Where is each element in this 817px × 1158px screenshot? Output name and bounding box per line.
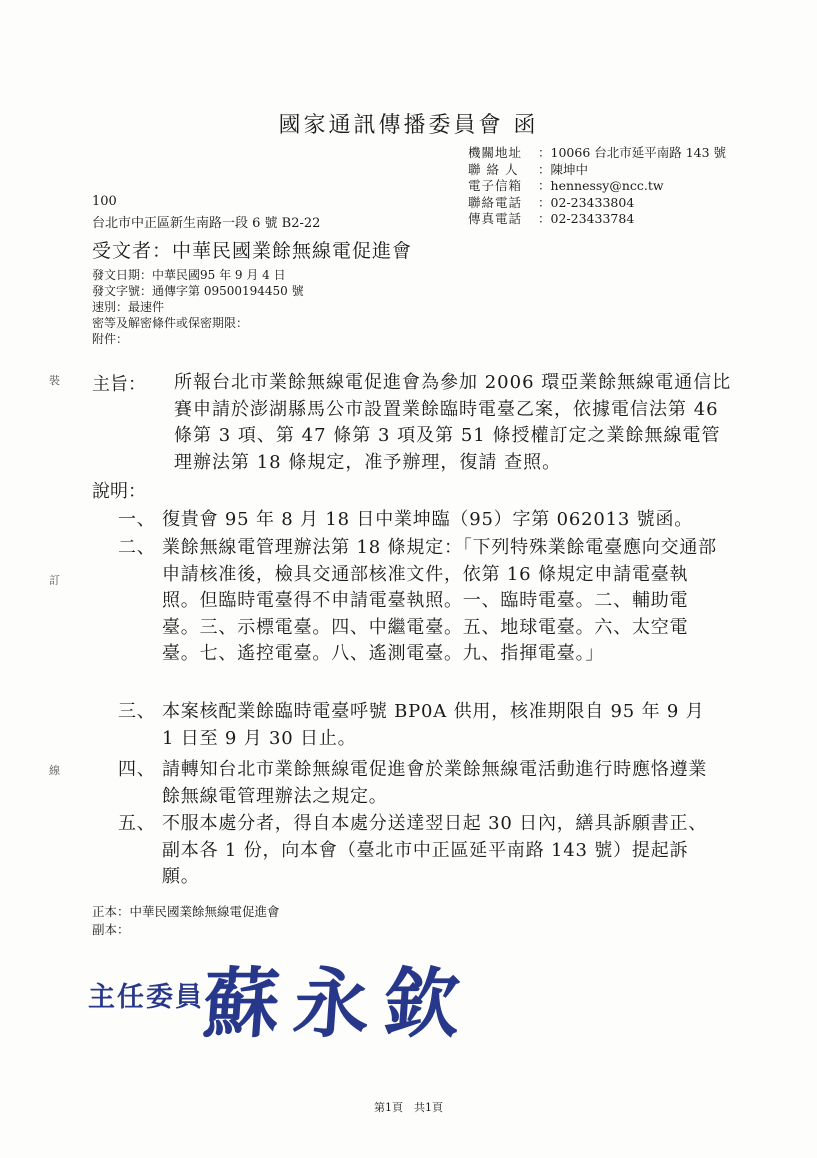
explanation-label: 說明： — [92, 481, 146, 502]
binding-mark: 線 — [49, 764, 60, 777]
original-copy: 正本：中華民國業餘無線電促進會 — [92, 904, 280, 919]
page-footer: 第1頁 共1頁 — [374, 1101, 443, 1114]
contact-row-phone: 聯絡電話 ： 02-23433804 — [468, 194, 635, 210]
priority: 速別：最速件 — [92, 300, 165, 314]
contact-row-email: 電子信箱 ： hennessy@ncc.tw — [468, 178, 664, 193]
contact-value: 10066 台北市延平南路 143 號 — [550, 145, 727, 160]
explanation-item — [118, 699, 738, 752]
contact-label: 傳真電話 — [468, 211, 523, 226]
document-meta — [92, 267, 304, 347]
document-title: 國家通訊傳播委員會 函 — [278, 113, 539, 138]
subject-text: 所報台北市業餘無線電促進會為參加 2006 環亞業餘無線電通信比賽申請於澎湖縣馬公市設置業餘臨時電臺乙案，依據電信法第 46 條第 3 項、第 47 條第 3 項及第 51 條授權訂定之業餘無線電管理辦法第 18 條規定，准予辦理，復請 查照。 — [174, 372, 732, 473]
signatory-title: 主任委員 — [88, 982, 204, 1013]
item-number: 三、 — [118, 701, 156, 722]
contact-value: 02-23433784 — [550, 211, 635, 226]
contact-label: 機關地址 — [468, 145, 523, 160]
item-text: 復貴會 95 年 8 月 18 日中業坤臨（95）字第 062013 號函。 — [162, 509, 694, 530]
contact-row-address: 機關地址 ： 10066 台北市延平南路 143 號 — [468, 145, 727, 160]
duplicate-copy: 副本： — [92, 922, 130, 937]
contact-value: 02-23433804 — [550, 194, 635, 210]
contact-value: 陳坤中 — [550, 161, 589, 177]
explanation-item — [118, 507, 738, 534]
issue-date: 發文日期：中華民國95 年 9 月 4 日 — [92, 268, 286, 282]
item-number: 五、 — [118, 813, 156, 834]
item-text: 請轉知台北市業餘無線電促進會於業餘無線電活動進行時應恪遵業餘無線電管理辦法之規定。 — [162, 759, 708, 807]
explanation-item — [118, 811, 738, 891]
item-number: 一、 — [118, 509, 156, 530]
contact-row-fax: 傳真電話 ： 02-23433784 — [468, 211, 635, 226]
contact-label: 電子信箱 — [468, 178, 523, 193]
item-number: 四、 — [118, 759, 156, 780]
item-number: 二、 — [118, 537, 156, 558]
contact-label: 聯 絡 人 — [468, 161, 519, 177]
classification: 密等及解密條件或保密期限： — [92, 316, 249, 330]
explanation-item — [118, 535, 738, 668]
contact-value: hennessy@ncc.tw — [550, 178, 664, 193]
issue-number: 發文字號：通傳字第 09500194450 號 — [92, 284, 304, 298]
recipient: 受文者：中華民國業餘無線電促進會 — [92, 240, 413, 262]
contact-row-person: 聯 絡 人 ： 陳坤中 — [468, 161, 589, 177]
attachments: 附件： — [92, 332, 129, 346]
recipient-zip: 100 — [92, 194, 117, 209]
binding-mark: 訂 — [49, 574, 60, 587]
item-text: 本案核配業餘臨時電臺呼號 BP0A 供用，核准期限自 95 年 9 月 1 日至 9 月 30 日止。 — [162, 701, 705, 749]
item-text: 不服本處分者，得自本處分送達翌日起 30 日內，繕具訴願書正、副本各 1 份，向本會（臺北市中正區延平南路 143 號）提起訴願。 — [162, 813, 708, 887]
explanation-item — [118, 757, 738, 810]
recipient-address: 台北市中正區新生南路一段 6 號 B2-22 — [92, 216, 321, 231]
binding-mark: 裝 — [49, 374, 60, 387]
subject-label: 主旨： — [92, 374, 146, 395]
contact-label: 聯絡電話 — [468, 194, 523, 210]
signatory-signature: 蘇永欽 — [200, 959, 477, 1048]
copies-block — [92, 903, 280, 939]
contact-block — [468, 145, 726, 228]
item-text: 業餘無線電管理辦法第 18 條規定：「下列特殊業餘電臺應向交通部申請核准後，檢具交通部核准文件，依第 16 條規定申請電臺執照。但臨時電臺得不申請電臺執照。一、臨時電臺。二、輔助電臺。三、示標電臺。四、中繼電臺。五、地球電臺。六、太空電臺。七、遙控電臺。八、遙測電臺。九、指揮電臺。」 — [162, 537, 717, 664]
